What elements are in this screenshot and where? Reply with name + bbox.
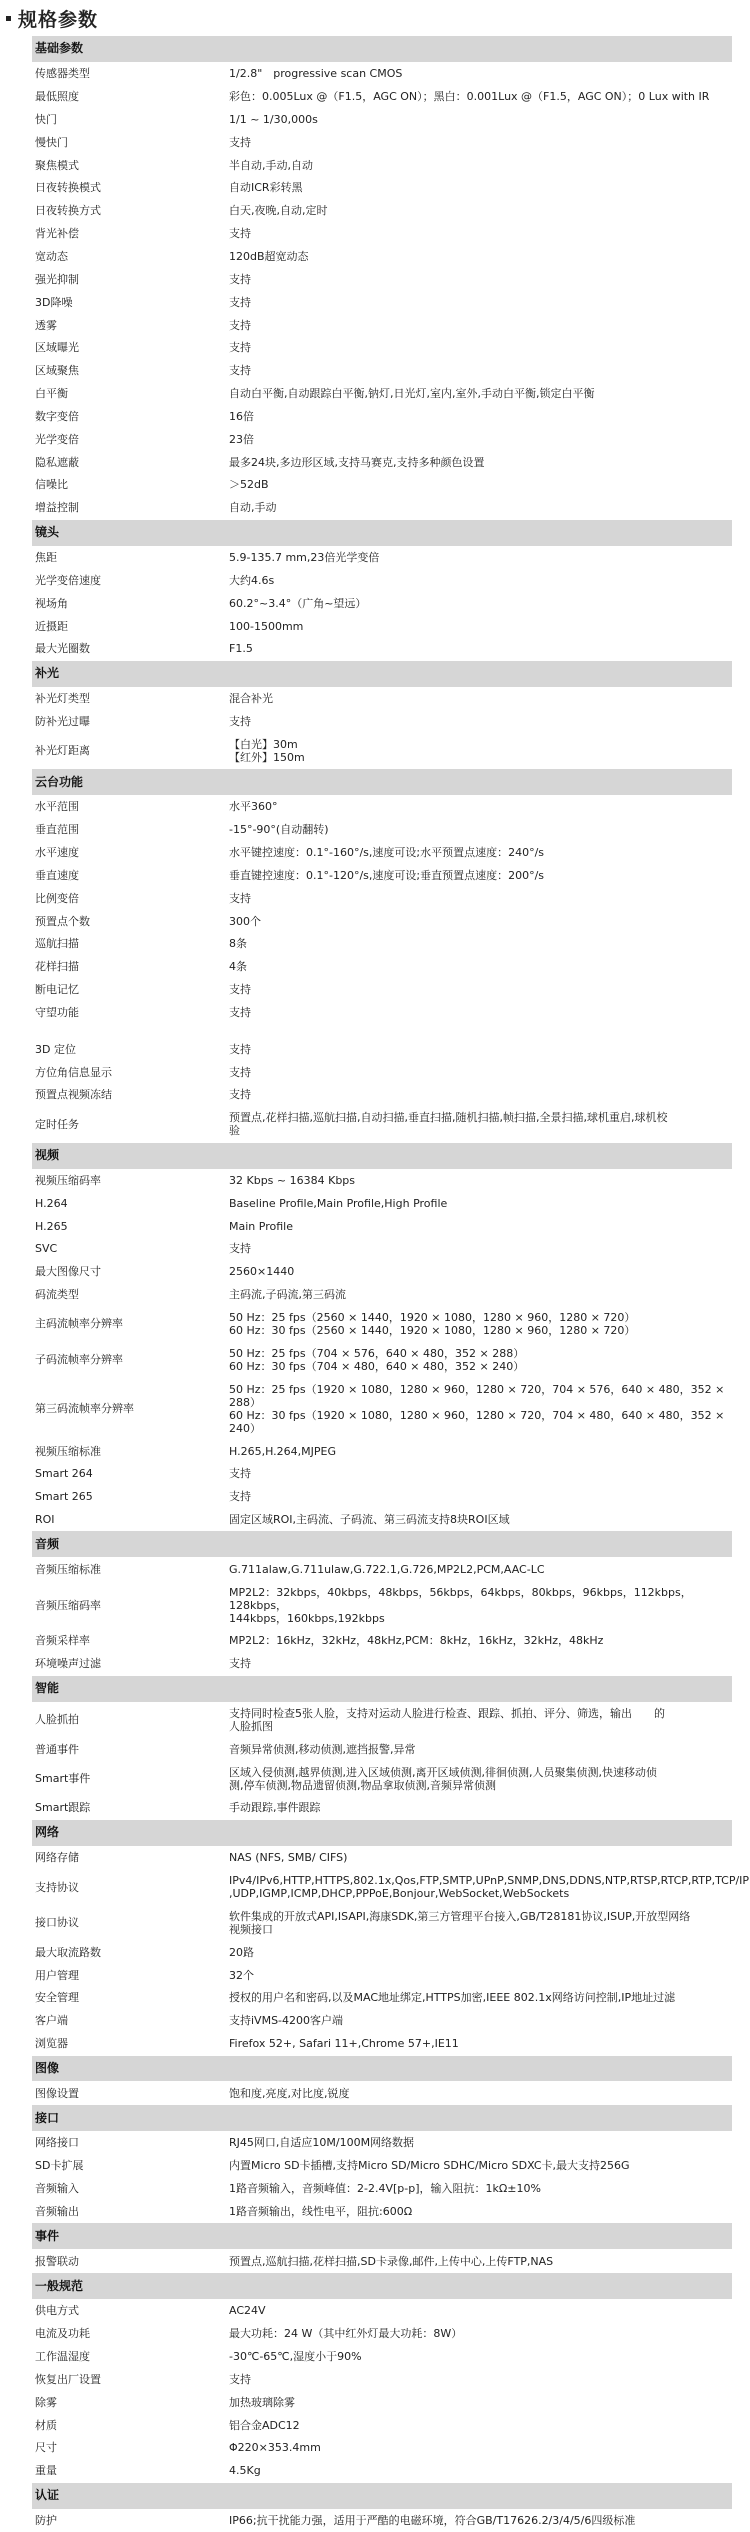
spec-row <box>32 383 732 406</box>
spec-row <box>32 86 732 109</box>
spec-label: 慢快门 <box>35 135 68 149</box>
spec-row <box>32 1509 732 1532</box>
spec-label: 普通事件 <box>35 1742 79 1756</box>
spec-value-line: MP2L2：32kbps，40kbps，48kbps，56kbps，64kbps，80kbps，96kbps，112kbps，128kbps， <box>229 1585 692 1612</box>
spec-row <box>32 638 732 661</box>
spec-value: 120dB超宽动态 <box>229 250 309 264</box>
spec-label: 近摄距 <box>35 619 68 633</box>
spec-value: 32个 <box>229 1968 254 1982</box>
spec-value: 1/2.8" progressive scan CMOS <box>229 67 403 81</box>
spec-value-line: 软件集成的开放式API,ISAPI,海康SDK,第三方管理平台接入,GB/T28181协议,ISUP,开放型网络 <box>229 1909 691 1923</box>
spec-label: 安全管理 <box>35 1991 79 2005</box>
spec-label: 音频压缩码率 <box>35 1598 101 1612</box>
spec-value: 4.5Kg <box>229 2464 261 2478</box>
spec-value <box>225 1109 732 1139</box>
spec-value: Firefox 52+, Safari 11+,Chrome 57+,IE11 <box>229 2037 459 2051</box>
spec-row <box>32 1107 732 1143</box>
spec-value-line: 【红外】150m <box>229 750 305 764</box>
spec-value: 100-1500mm <box>229 619 304 633</box>
spec-row <box>32 131 732 154</box>
spec-label: 隐私遮蔽 <box>35 455 79 469</box>
spec-value: 支持iVMS-4200客户端 <box>229 2014 344 2028</box>
spec-row <box>32 2368 732 2391</box>
spec-value-line: 144kbps，160kbps,192kbps <box>229 1611 385 1625</box>
spec-label: 子码流帧率分辨率 <box>35 1353 123 1367</box>
section-header: 镜头 <box>32 520 732 547</box>
spec-value: 最多24块,多边形区域,支持马赛克,支持多种颜色设置 <box>229 455 485 469</box>
spec-label: 恢复出厂设置 <box>35 2372 101 2386</box>
section-header: 认证 <box>32 2483 732 2510</box>
spec-row <box>32 1797 732 1820</box>
spec-value: 支持 <box>229 1490 251 1504</box>
spec-label: 材质 <box>35 2418 57 2432</box>
spec-label: 音频采样率 <box>35 1634 90 1648</box>
spec-row <box>32 1847 732 1870</box>
spec-row <box>32 1463 732 1486</box>
spec-label: Smart跟踪 <box>35 1801 91 1815</box>
spec-row <box>32 1761 732 1797</box>
spec-value: IP66;抗干扰能力强，适用于严酷的电磁环境，符合GB/T17626.2/3/4/5/6四级标准 <box>229 2513 636 2527</box>
section-header: 智能 <box>32 1676 732 1703</box>
spec-row <box>32 1307 732 1343</box>
spec-value: 支持 <box>229 135 251 149</box>
spec-value-line: 50 Hz：25 fps（704 × 576，640 × 480，352 × 288） <box>229 1346 525 1360</box>
spec-value <box>225 1381 732 1437</box>
spec-value: 混合补光 <box>229 692 273 706</box>
spec-row <box>32 819 732 842</box>
spec-label: 用户管理 <box>35 1968 79 1982</box>
spec-row <box>32 1987 732 2010</box>
spec-label: 方位角信息显示 <box>35 1065 112 1079</box>
spec-value: 5.9-135.7 mm,23倍光学变倍 <box>229 550 380 564</box>
spec-label: 音频压缩标准 <box>35 1562 101 1576</box>
spec-label: 快门 <box>35 112 57 126</box>
spec-label: 环境噪声过滤 <box>35 1657 101 1671</box>
spec-row <box>32 1486 732 1509</box>
spec-label: 防补光过曝 <box>35 714 90 728</box>
spec-label: 断电记忆 <box>35 983 79 997</box>
spec-value: 支持 <box>229 272 251 286</box>
spec-row <box>32 592 732 615</box>
spec-row <box>32 1653 732 1676</box>
spec-value: 4条 <box>229 960 247 974</box>
section-header: 视频 <box>32 1143 732 1170</box>
spec-row <box>32 710 732 733</box>
spec-value: 固定区域ROI,主码流、子码流、第三码流支持8块ROI区域 <box>229 1513 510 1527</box>
spec-row <box>32 688 732 711</box>
spec-row <box>32 2300 732 2323</box>
spec-value <box>225 1872 750 1902</box>
spec-value <box>225 1705 732 1735</box>
spec-value <box>225 1345 732 1375</box>
spec-row <box>32 2082 732 2105</box>
spec-row <box>32 1038 732 1061</box>
spec-value: 60.2°~3.4°（广角~望远） <box>229 596 367 610</box>
spec-label: 光学变倍 <box>35 432 79 446</box>
spec-value: 8条 <box>229 937 247 951</box>
spec-row <box>32 569 732 592</box>
spec-value-line: 支持同时检查5张人脸，支持对运动人脸进行检查、跟踪、抓拍、评分、筛选，输出 的 <box>229 1706 665 1720</box>
spec-value: 16倍 <box>229 409 254 423</box>
spec-value-line: 预置点,花样扫描,巡航扫描,自动扫描,垂直扫描,随机扫描,帧扫描,全景扫描,球机重启,球机校 <box>229 1111 668 1125</box>
spec-value: 预置点,巡航扫描,花样扫描,SD卡录像,邮件,上传中心,上传FTP,NAS <box>229 2254 554 2268</box>
spec-value-line: IPv4/IPv6,HTTP,HTTPS,802.1x,Qos,FTP,SMTP,UPnP,SNMP,DNS,DDNS,NTP,RTSP,RTCP,RTP,TCP/IP <box>229 1874 750 1888</box>
spec-label: 预置点视频冻结 <box>35 1088 112 1102</box>
spec-row <box>32 451 732 474</box>
spec-row <box>32 1342 732 1378</box>
spec-value: 支持 <box>229 1042 251 1056</box>
spec-row <box>32 2323 732 2346</box>
spec-value-line: 测,停车侦测,物品遗留侦测,物品拿取侦测,音频异常侦测 <box>229 1778 496 1792</box>
spec-row <box>32 1440 732 1463</box>
spec-label: ROI <box>35 1513 55 1527</box>
section-header: 补光 <box>32 661 732 688</box>
spec-value: 支持 <box>229 891 251 905</box>
spec-value: 手动跟踪,事件跟踪 <box>229 1801 321 1815</box>
spec-label: 支持协议 <box>35 1880 79 1894</box>
spec-label: 主码流帧率分辨率 <box>35 1317 123 1331</box>
spec-value-line: 区域入侵侦测,越界侦测,进入区域侦测,离开区域侦测,徘徊侦测,人员聚集侦测,快速移动侦 <box>229 1765 657 1779</box>
spec-label: 垂直范围 <box>35 823 79 837</box>
spec-row <box>32 246 732 269</box>
spec-label: H.264 <box>35 1196 68 1210</box>
spec-row <box>32 2201 732 2224</box>
spec-value <box>225 736 732 766</box>
spec-row <box>32 1261 732 1284</box>
spec-label: 最低照度 <box>35 90 79 104</box>
spec-label: 增益控制 <box>35 501 79 515</box>
spec-label: 数字变倍 <box>35 409 79 423</box>
spec-label: 垂直速度 <box>35 868 79 882</box>
spec-label: 信噪比 <box>35 478 68 492</box>
spec-row <box>32 1905 732 1941</box>
spec-row <box>32 497 732 520</box>
spec-value: 音频异常侦测,移动侦测,遮挡报警,异常 <box>229 1742 416 1756</box>
spec-label: 定时任务 <box>35 1117 79 1131</box>
spec-label: 日夜转换方式 <box>35 204 101 218</box>
spec-value: 支持 <box>229 2372 251 2386</box>
spec-value-line: 60 Hz：30 fps（704 × 480，640 × 480，352 × 240） <box>229 1359 525 1373</box>
spec-row <box>32 2155 732 2178</box>
spec-label: 区域聚焦 <box>35 364 79 378</box>
spec-value: 支持 <box>229 714 251 728</box>
spec-row <box>32 428 732 451</box>
spec-value: 1/1 ~ 1/30,000s <box>229 112 318 126</box>
spec-label: 接口协议 <box>35 1916 79 1930</box>
section-header: 网络 <box>32 1820 732 1847</box>
spec-value: 大约4.6s <box>229 573 275 587</box>
spec-table <box>32 36 750 2532</box>
spec-label: 白平衡 <box>35 387 68 401</box>
spec-row <box>32 2391 732 2414</box>
spec-label: 花样扫描 <box>35 960 79 974</box>
spec-label: 最大图像尺寸 <box>35 1265 101 1279</box>
spec-row <box>32 796 732 819</box>
spec-label: 网络存储 <box>35 1851 79 1865</box>
spec-row <box>32 1630 732 1653</box>
spec-label: 聚焦模式 <box>35 158 79 172</box>
spec-value: -30℃-65℃,湿度小于90% <box>229 2350 362 2364</box>
page-header <box>0 0 750 36</box>
spec-row <box>32 1964 732 1987</box>
spec-value-line: 【白光】30m <box>229 737 298 751</box>
spec-value: F1.5 <box>229 642 253 656</box>
spec-value: G.711alaw,G.711ulaw,G.722.1,G.726,MP2L2,PCM,AAC-LC <box>229 1562 545 1576</box>
spec-label: 尺寸 <box>35 2441 57 2455</box>
spec-row <box>32 1084 732 1107</box>
section-header: 一般规范 <box>32 2273 732 2300</box>
spec-row <box>32 291 732 314</box>
section-header: 云台功能 <box>32 769 732 796</box>
spec-label: 光学变倍速度 <box>35 573 101 587</box>
spec-row <box>32 1238 732 1261</box>
spec-value-line: 50 Hz：25 fps（1920 × 1080，1280 × 960，1280 × 720，704 × 576，640 × 480，352 × 288） <box>229 1382 725 1409</box>
spec-value: 1路音频输出，线性电平，阻抗:600Ω <box>229 2204 413 2218</box>
spec-value-line: 视频接口 <box>229 1922 273 1936</box>
spec-label: 预置点个数 <box>35 914 90 928</box>
spec-value: 彩色：0.005Lux @（F1.5，AGC ON）；黑白：0.001Lux @（F1.5，AGC ON）；0 Lux with IR <box>229 90 710 104</box>
spec-row <box>32 177 732 200</box>
spec-label: 码流类型 <box>35 1288 79 1302</box>
spec-value: 23倍 <box>229 432 254 446</box>
spec-value-line: 60 Hz：30 fps（2560 × 1440，1920 × 1080，1280 × 960，1280 × 720） <box>229 1323 636 1337</box>
spec-value: 自动白平衡,自动跟踪白平衡,钠灯,日光灯,室内,室外,手动白平衡,锁定白平衡 <box>229 387 595 401</box>
spec-label: 视场角 <box>35 596 68 610</box>
spec-row <box>32 2437 732 2460</box>
spec-value: 2560×1440 <box>229 1265 295 1279</box>
spec-label: 重量 <box>35 2464 57 2478</box>
spec-value <box>225 1908 732 1938</box>
spec-label: 3D降噪 <box>35 295 73 309</box>
spec-label: 音频输出 <box>35 2204 79 2218</box>
spec-label: 水平范围 <box>35 800 79 814</box>
spec-value: AC24V <box>229 2304 266 2318</box>
spec-value: 支持 <box>229 341 251 355</box>
spec-label: 补光灯距离 <box>35 744 90 758</box>
spec-row <box>32 2510 732 2532</box>
spec-value-line: ,UDP,IGMP,ICMP,DHCP,PPPoE,Bonjour,WebSocket,WebSockets <box>229 1887 570 1901</box>
spec-label: Smart 264 <box>35 1467 93 1481</box>
title-bullet <box>6 16 11 21</box>
spec-label: 3D 定位 <box>35 1042 76 1056</box>
spec-value: RJ45网口,自适应10M/100M网络数据 <box>229 2136 415 2150</box>
spec-value: 最大功耗：24 W（其中红外灯最大功耗：8W） <box>229 2327 463 2341</box>
spec-label: SVC <box>35 1242 58 1256</box>
spec-label: H.265 <box>35 1219 68 1233</box>
spec-value: ＞52dB <box>229 478 269 492</box>
spec-value: H.265,H.264,MJPEG <box>229 1444 336 1458</box>
spec-row <box>32 2250 732 2273</box>
spec-value: 铝合金ADC12 <box>229 2418 300 2432</box>
spec-value: 20路 <box>229 1945 254 1959</box>
spec-value <box>225 1764 732 1794</box>
section-header: 图像 <box>32 2056 732 2083</box>
spec-value: 内置Micro SD卡插槽,支持Micro SD/Micro SDHC/Micro SDXC卡,最大支持256G <box>229 2159 630 2173</box>
spec-value: 饱和度,亮度,对比度,锐度 <box>229 2086 350 2100</box>
spec-value: Baseline Profile,Main Profile,High Profile <box>229 1196 448 1210</box>
spec-value: MP2L2：16kHz，32kHz，48kHz,PCM：8kHz，16kHz，32kHz，48kHz <box>229 1634 604 1648</box>
spec-row <box>32 1558 732 1581</box>
spec-label: 供电方式 <box>35 2304 79 2318</box>
spec-label: 防护 <box>35 2513 57 2527</box>
spec-value: 支持 <box>229 1065 251 1079</box>
spec-row <box>32 865 732 888</box>
spec-row <box>32 2178 732 2201</box>
spec-value: 支持 <box>229 295 251 309</box>
spec-label: 强光抑制 <box>35 272 79 286</box>
page-title: 规格参数 <box>18 8 99 31</box>
spec-label: 水平速度 <box>35 846 79 860</box>
spec-row <box>32 63 732 86</box>
spec-value: NAS (NFS, SMB/ CIFS) <box>229 1851 348 1865</box>
spec-row <box>32 887 732 910</box>
spec-row <box>32 1581 732 1630</box>
section-header: 基础参数 <box>32 36 732 63</box>
spec-value: 支持 <box>229 1088 251 1102</box>
spec-value-line: 人脸抓图 <box>229 1719 273 1733</box>
spec-row <box>32 109 732 132</box>
spec-row <box>32 1215 732 1238</box>
spec-value: 水平键控速度：0.1°-160°/s,速度可设;水平预置点速度：240°/s <box>229 846 545 860</box>
spec-row <box>32 979 732 1002</box>
spec-value: 1路音频输入，音频峰值：2-2.4V[p-p]，输入阻抗：1kΩ±10% <box>229 2182 541 2196</box>
spec-label: 传感器类型 <box>35 67 90 81</box>
spec-row <box>32 474 732 497</box>
spec-row <box>32 223 732 246</box>
spec-row <box>32 733 732 769</box>
spec-value: 支持 <box>229 318 251 332</box>
spec-value-line: 60 Hz：30 fps（1920 × 1080，1280 × 960，1280 × 720，704 × 480，640 × 480，352 × 240） <box>229 1408 725 1435</box>
spec-row <box>32 1941 732 1964</box>
section-header: 事件 <box>32 2223 732 2250</box>
spec-label: 宽动态 <box>35 250 68 264</box>
spec-row <box>32 268 732 291</box>
spec-row <box>32 1002 732 1025</box>
spec-row <box>32 547 732 570</box>
spec-label: 报警联动 <box>35 2254 79 2268</box>
spec-row <box>32 2132 732 2155</box>
spec-value: 半自动,手动,自动 <box>229 158 313 172</box>
spec-row <box>32 1284 732 1307</box>
spec-value: 授权的用户名和密码,以及MAC地址绑定,HTTPS加密,IEEE 802.1x网络访问控制,IP地址过滤 <box>229 1991 676 2005</box>
spec-row <box>32 1870 750 1906</box>
spec-row <box>32 2010 732 2033</box>
spec-value: 支持 <box>229 983 251 997</box>
spec-label: 音频输入 <box>35 2182 79 2196</box>
spec-label: 网络接口 <box>35 2136 79 2150</box>
spec-label: 守望功能 <box>35 1006 79 1020</box>
spec-value: Main Profile <box>229 1219 293 1233</box>
spec-row <box>32 1703 732 1739</box>
spec-row <box>32 2346 732 2369</box>
spec-label: Smart事件 <box>35 1772 91 1786</box>
spec-row <box>32 615 732 638</box>
spec-value: 加热玻璃除雾 <box>229 2395 295 2409</box>
spec-row <box>32 956 732 979</box>
spec-value: Φ220×353.4mm <box>229 2441 321 2455</box>
spec-value: 支持 <box>229 1242 251 1256</box>
spec-value: -15°-90°(自动翻转) <box>229 823 329 837</box>
spec-value: 自动,手动 <box>229 501 277 515</box>
spec-label: 除雾 <box>35 2395 57 2409</box>
spec-label: 区域曝光 <box>35 341 79 355</box>
spec-row <box>32 360 732 383</box>
section-gap <box>32 1024 732 1038</box>
spec-label: 电流及功耗 <box>35 2327 90 2341</box>
spec-label: 视频压缩码率 <box>35 1173 101 1187</box>
spec-row <box>32 842 732 865</box>
spec-label: 补光灯类型 <box>35 692 90 706</box>
spec-label: 视频压缩标准 <box>35 1444 101 1458</box>
spec-value <box>225 1584 732 1627</box>
spec-label: 人脸抓拍 <box>35 1713 79 1727</box>
spec-row <box>32 1061 732 1084</box>
spec-value: 支持 <box>229 364 251 378</box>
spec-row <box>32 406 732 429</box>
spec-label: 比例变倍 <box>35 891 79 905</box>
spec-row <box>32 1378 732 1440</box>
spec-row <box>32 933 732 956</box>
spec-label: Smart 265 <box>35 1490 93 1504</box>
spec-row <box>32 910 732 933</box>
spec-label: 最大取流路数 <box>35 1945 101 1959</box>
spec-label: 第三码流帧率分辨率 <box>35 1402 134 1416</box>
spec-label: 浏览器 <box>35 2037 68 2051</box>
spec-value: 支持 <box>229 1006 251 1020</box>
spec-value <box>225 1309 732 1339</box>
spec-label: 客户端 <box>35 2014 68 2028</box>
spec-value: 300个 <box>229 914 261 928</box>
spec-value: 32 Kbps ~ 16384 Kbps <box>229 1173 356 1187</box>
spec-value: 主码流,子码流,第三码流 <box>229 1288 346 1302</box>
spec-row <box>32 200 732 223</box>
spec-label: 图像设置 <box>35 2086 79 2100</box>
spec-label: 巡航扫描 <box>35 937 79 951</box>
spec-value-line: 50 Hz：25 fps（2560 × 1440，1920 × 1080，1280 × 960，1280 × 720） <box>229 1310 636 1324</box>
spec-value: 白天,夜晚,自动,定时 <box>229 204 328 218</box>
spec-row <box>32 1738 732 1761</box>
spec-row <box>32 314 732 337</box>
spec-value: 支持 <box>229 1467 251 1481</box>
spec-value: 自动ICR彩转黑 <box>229 181 303 195</box>
spec-value: 支持 <box>229 1657 251 1671</box>
spec-label: 日夜转换模式 <box>35 181 101 195</box>
spec-row <box>32 337 732 360</box>
spec-label: 最大光圈数 <box>35 642 90 656</box>
spec-row <box>32 1170 732 1193</box>
section-header: 接口 <box>32 2105 732 2132</box>
spec-label: 焦距 <box>35 550 57 564</box>
spec-value: 支持 <box>229 227 251 241</box>
spec-label: 工作温湿度 <box>35 2350 90 2364</box>
spec-value-line: 验 <box>229 1124 240 1138</box>
spec-row <box>32 2460 732 2483</box>
spec-value: 水平360° <box>229 800 278 814</box>
spec-label: 背光补偿 <box>35 227 79 241</box>
spec-value: 垂直键控速度：0.1°-120°/s,速度可设;垂直预置点速度：200°/s <box>229 868 545 882</box>
spec-label: 透雾 <box>35 318 57 332</box>
spec-row <box>32 154 732 177</box>
spec-row <box>32 2414 732 2437</box>
section-header: 音频 <box>32 1531 732 1558</box>
spec-row <box>32 1192 732 1215</box>
spec-row <box>32 2033 732 2056</box>
spec-label: SD卡扩展 <box>35 2159 84 2173</box>
